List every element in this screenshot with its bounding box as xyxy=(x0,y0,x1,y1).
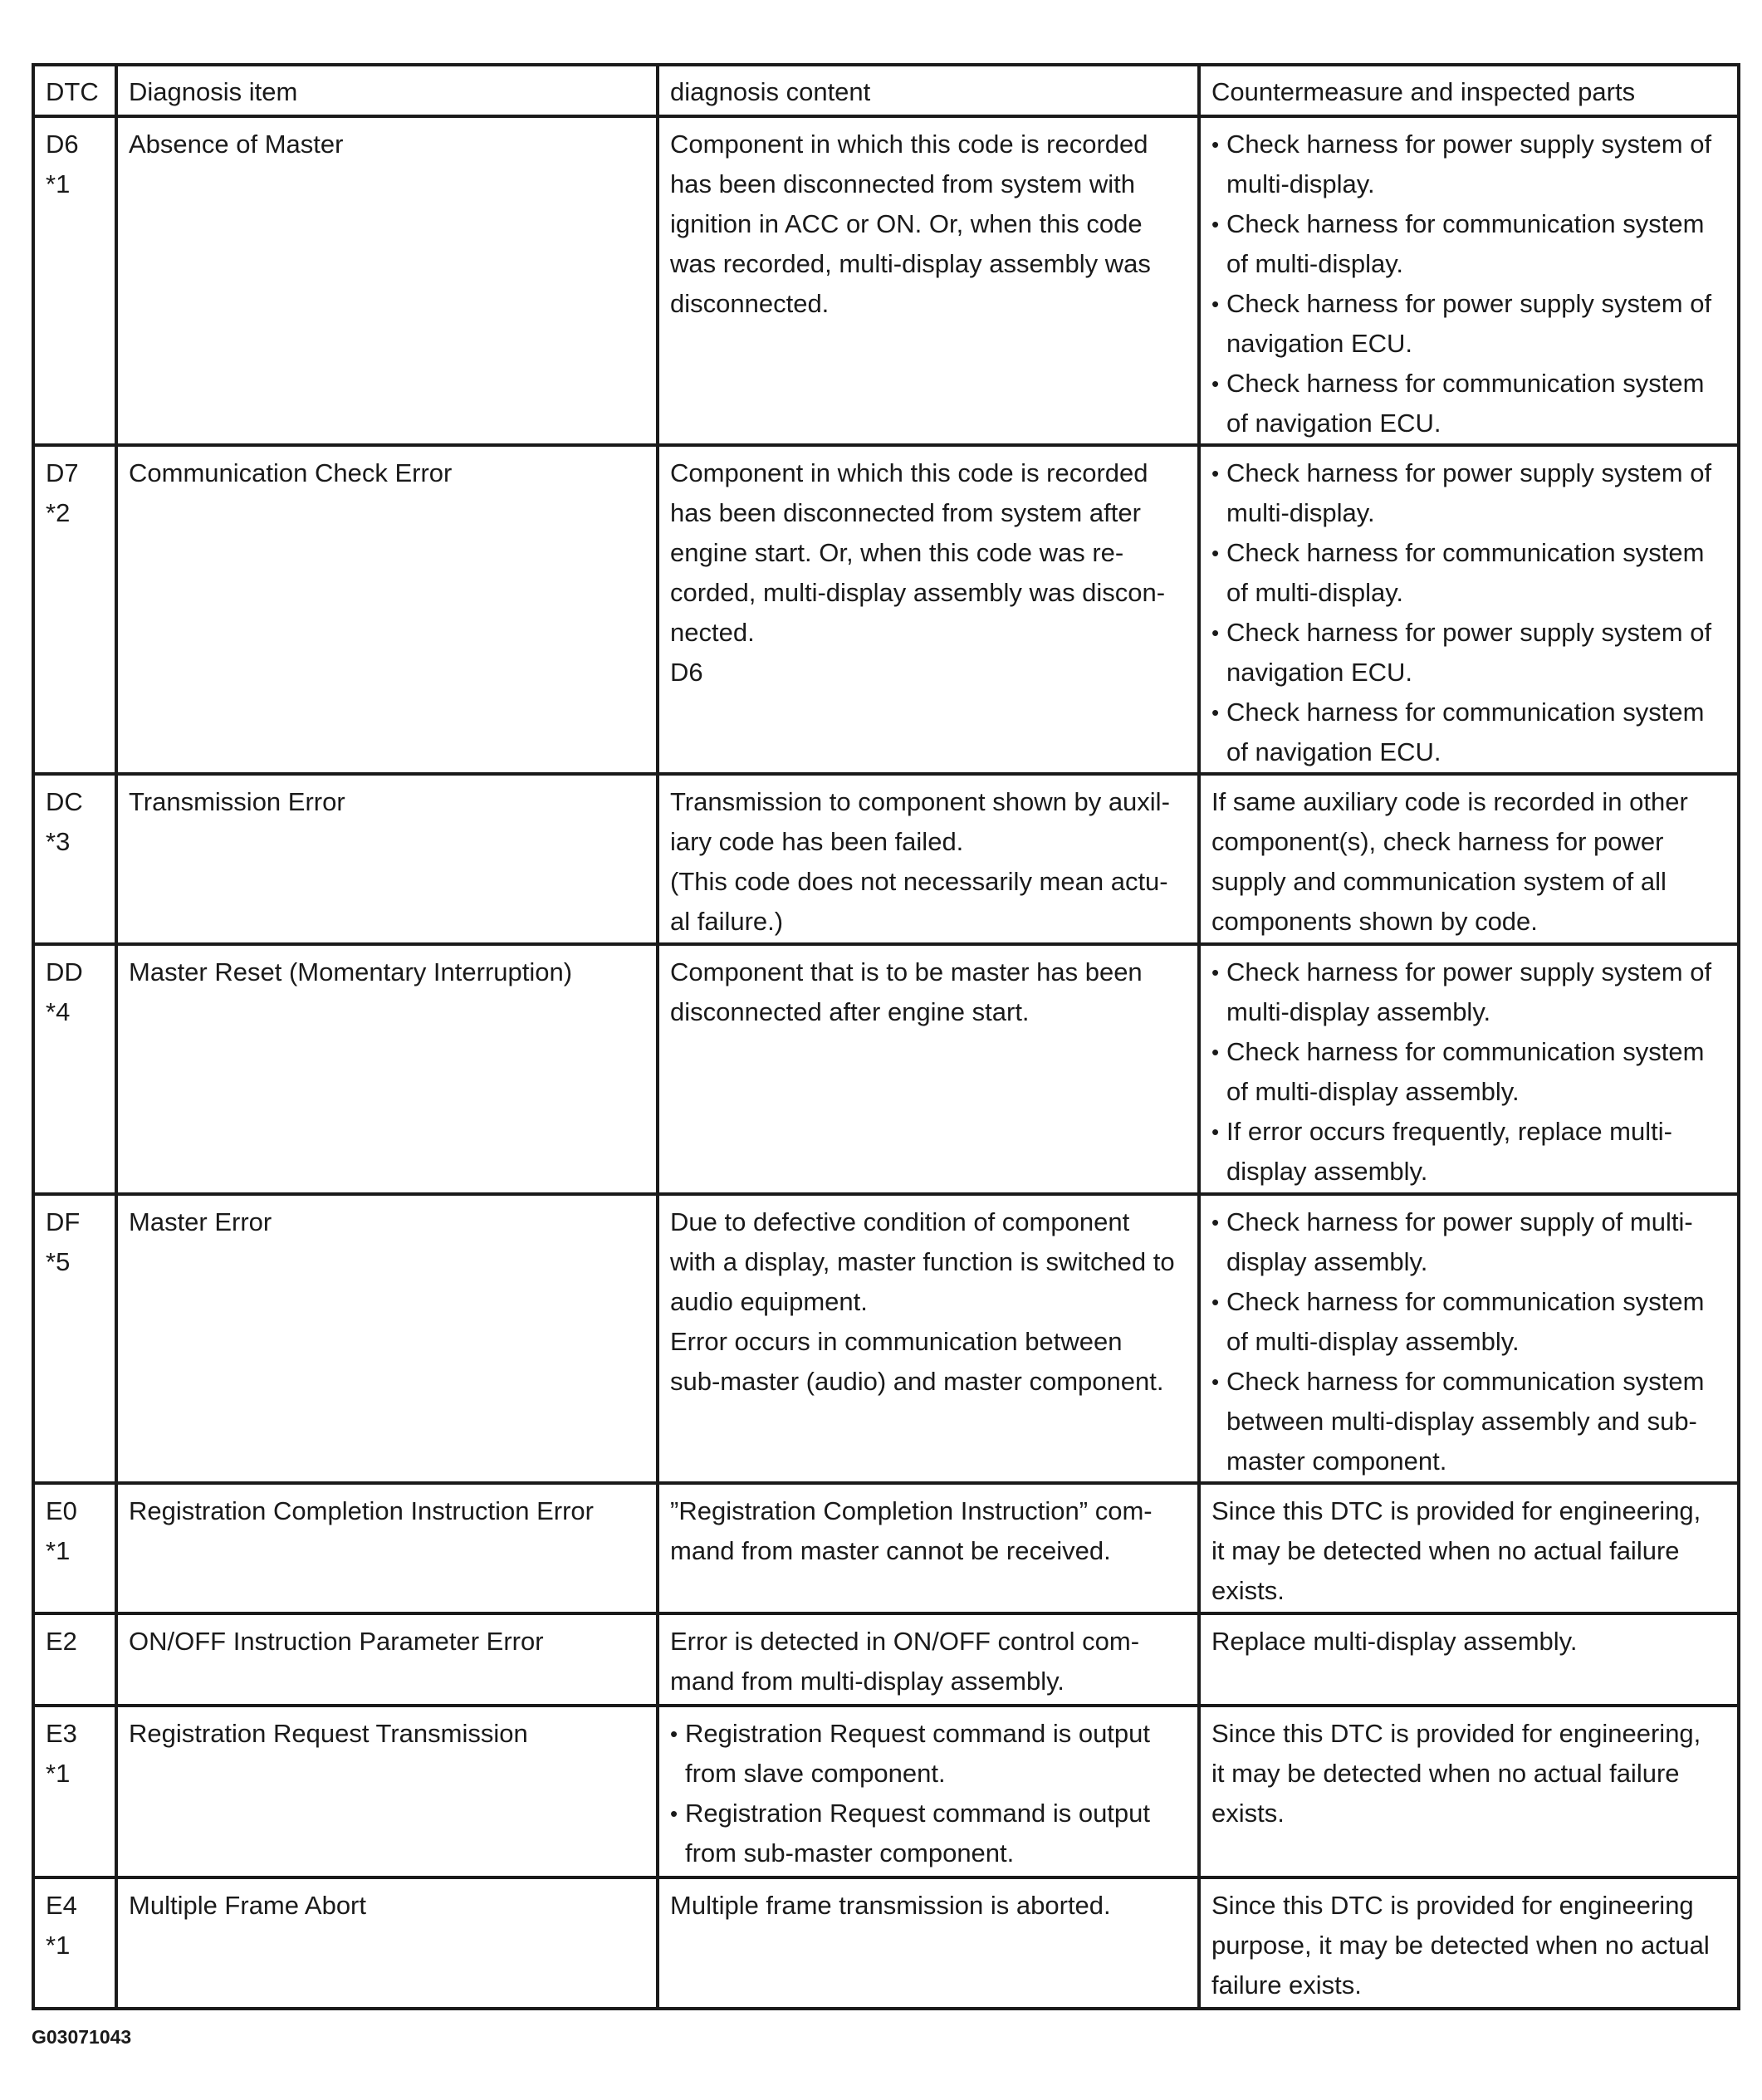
bullet-item xyxy=(670,1714,1189,1794)
diagnosis-content-cell xyxy=(658,774,1199,944)
dtc-code: D6 xyxy=(46,130,79,159)
dtc-code-cell xyxy=(33,1483,116,1613)
bullet-text: Check harness for communication system between multi-display assembly and sub-master component. xyxy=(1226,1367,1705,1476)
dtc-code: E3 xyxy=(46,1719,77,1748)
cell-line: Replace multi-display assembly. xyxy=(1211,1627,1578,1656)
bullet-item xyxy=(1211,453,1729,533)
dtc-footnote: *4 xyxy=(46,997,71,1026)
dtc-code-cell xyxy=(33,1706,116,1877)
diagnosis-item: Master Reset (Momentary Interruption) xyxy=(129,957,573,986)
cell-line: engine start. Or, when this code was re- xyxy=(670,538,1124,567)
table-row xyxy=(33,774,1739,944)
countermeasure-cell xyxy=(1199,944,1739,1194)
diagnosis-item: Master Error xyxy=(129,1207,272,1236)
bullet-list xyxy=(1211,125,1729,443)
diagnosis-item-cell xyxy=(116,116,658,445)
bullet-text: Check harness for power supply system of navigation ECU. xyxy=(1226,289,1712,358)
bullet-list xyxy=(670,1714,1189,1873)
bullet-dot: • xyxy=(1211,1369,1220,1394)
diagnosis-content-cell xyxy=(658,1194,1199,1483)
bullet-item xyxy=(1211,284,1729,364)
dtc-code-cell xyxy=(33,1613,116,1706)
bullet-text: Check harness for communication system of multi-display. xyxy=(1226,538,1705,607)
bullet-text: Check harness for power supply system of multi-display assembly. xyxy=(1226,957,1712,1026)
bullet-text: Check harness for communication system of navigation ECU. xyxy=(1226,369,1705,438)
diagnosis-item: Transmission Error xyxy=(129,787,345,816)
header-dtc: DTC xyxy=(33,65,116,116)
dtc-code: DF xyxy=(46,1207,81,1236)
dtc-code-cell xyxy=(33,774,116,944)
diagnosis-content-cell xyxy=(658,944,1199,1194)
header-countermeasure: Countermeasure and inspected parts xyxy=(1199,65,1739,116)
cell-line: corded, multi-display assembly was discon- xyxy=(670,578,1166,607)
table-row xyxy=(33,445,1739,774)
cell-line: purpose, it may be detected when no actual xyxy=(1211,1931,1710,1960)
bullet-text: Check harness for power supply system of navigation ECU. xyxy=(1226,618,1712,687)
bullet-text: Check harness for communication system of multi-display assembly. xyxy=(1226,1287,1705,1356)
dtc-footnote: *1 xyxy=(46,1931,71,1960)
table-row xyxy=(33,1194,1739,1483)
cell-line: disconnected. xyxy=(670,289,830,318)
dtc-footnote: *5 xyxy=(46,1247,71,1276)
cell-line: audio equipment. xyxy=(670,1287,868,1316)
cell-line: it may be detected when no actual failure xyxy=(1211,1536,1680,1565)
bullet-dot: • xyxy=(670,1721,678,1746)
diagnosis-item: Multiple Frame Abort xyxy=(129,1891,366,1920)
bullet-dot: • xyxy=(1211,461,1220,486)
bullet-item xyxy=(1211,1202,1729,1282)
bullet-text: Check harness for power supply system of multi-display. xyxy=(1226,130,1712,198)
cell-line: ”Registration Completion Instruction” com- xyxy=(670,1496,1153,1525)
cell-line: has been disconnected from system after xyxy=(670,498,1141,527)
bullet-list xyxy=(1211,453,1729,772)
countermeasure-cell xyxy=(1199,1613,1739,1706)
dtc-code: DD xyxy=(46,957,83,986)
diagnosis-content-cell xyxy=(658,1877,1199,2009)
bullet-dot: • xyxy=(1211,212,1220,237)
cell-line: (This code does not necessarily mean actu- xyxy=(670,867,1168,896)
diagnosis-item-cell xyxy=(116,445,658,774)
cell-line: Due to defective condition of component xyxy=(670,1207,1130,1236)
diagnosis-item: Absence of Master xyxy=(129,130,344,159)
bullet-item xyxy=(1211,364,1729,443)
bullet-text: Check harness for communication system of multi-display assembly. xyxy=(1226,1037,1705,1106)
cell-line: exists. xyxy=(1211,1576,1285,1605)
cell-line: Since this DTC is provided for engineering xyxy=(1211,1891,1694,1920)
figure-id: G03071043 xyxy=(32,2026,132,2048)
diagnosis-item-cell xyxy=(116,1877,658,2009)
bullet-dot: • xyxy=(1211,620,1220,645)
dtc-code-cell xyxy=(33,1877,116,2009)
diagnosis-content-cell xyxy=(658,1483,1199,1613)
cell-line: with a display, master function is switched to xyxy=(670,1247,1175,1276)
dtc-code: E0 xyxy=(46,1496,77,1525)
diagnosis-item-cell xyxy=(116,774,658,944)
cell-line: exists. xyxy=(1211,1799,1285,1828)
dtc-code-cell xyxy=(33,944,116,1194)
cell-line: Since this DTC is provided for engineering, xyxy=(1211,1719,1701,1748)
diagnosis-item: ON/OFF Instruction Parameter Error xyxy=(129,1627,544,1656)
diagnosis-item-cell xyxy=(116,944,658,1194)
cell-line: Multiple frame transmission is aborted. xyxy=(670,1891,1111,1920)
bullet-dot: • xyxy=(670,1801,678,1826)
diagnosis-item-cell xyxy=(116,1613,658,1706)
bullet-list xyxy=(1211,952,1729,1192)
cell-line: was recorded, multi-display assembly was xyxy=(670,249,1151,278)
table-row xyxy=(33,1613,1739,1706)
bullet-text: Registration Request command is output from sub-master component. xyxy=(685,1799,1151,1867)
bullet-text: Check harness for power supply system of multi-display. xyxy=(1226,458,1712,527)
dtc-code: DC xyxy=(46,787,83,816)
cell-line: failure exists. xyxy=(1211,1970,1362,2000)
bullet-item xyxy=(1211,204,1729,284)
header-diagnosis-item: Diagnosis item xyxy=(116,65,658,116)
bullet-dot: • xyxy=(1211,700,1220,725)
cell-line: mand from multi-display assembly. xyxy=(670,1667,1065,1696)
bullet-item xyxy=(1211,125,1729,204)
bullet-dot: • xyxy=(1211,541,1220,565)
diagnosis-item-cell xyxy=(116,1483,658,1613)
cell-line: supply and communication system of all xyxy=(1211,867,1667,896)
table-row xyxy=(33,1483,1739,1613)
cell-line: Component in which this code is recorded xyxy=(670,130,1148,159)
bullet-dot: • xyxy=(1211,132,1220,157)
countermeasure-cell xyxy=(1199,445,1739,774)
table-row xyxy=(33,116,1739,445)
countermeasure-cell xyxy=(1199,1483,1739,1613)
bullet-dot: • xyxy=(1211,1040,1220,1065)
countermeasure-cell xyxy=(1199,1877,1739,2009)
bullet-dot: • xyxy=(1211,1290,1220,1314)
table-header-row xyxy=(33,65,1739,116)
bullet-item xyxy=(1211,1282,1729,1362)
bullet-item xyxy=(1211,1032,1729,1112)
diagnosis-item-cell xyxy=(116,1194,658,1483)
cell-line: iary code has been failed. xyxy=(670,827,964,856)
countermeasure-cell xyxy=(1199,1706,1739,1877)
dtc-footnote: *2 xyxy=(46,498,71,527)
dtc-footnote: *1 xyxy=(46,169,71,198)
table-row xyxy=(33,944,1739,1194)
dtc-footnote: *1 xyxy=(46,1759,71,1788)
dtc-code-cell xyxy=(33,1194,116,1483)
cell-line: it may be detected when no actual failure xyxy=(1211,1759,1680,1788)
bullet-dot: • xyxy=(1211,960,1220,985)
diagnosis-item: Communication Check Error xyxy=(129,458,453,487)
table-row xyxy=(33,1706,1739,1877)
bullet-dot: • xyxy=(1211,1119,1220,1144)
diagnosis-content-cell xyxy=(658,445,1199,774)
cell-line: disconnected after engine start. xyxy=(670,997,1030,1026)
bullet-item xyxy=(1211,613,1729,693)
bullet-list xyxy=(1211,1202,1729,1481)
cell-line: Error occurs in communication between xyxy=(670,1327,1123,1356)
cell-line: mand from master cannot be received. xyxy=(670,1536,1111,1565)
bullet-text: Check harness for communication system of multi-display. xyxy=(1226,209,1705,278)
cell-line: D6 xyxy=(670,658,703,687)
bullet-item xyxy=(1211,952,1729,1032)
dtc-code: D7 xyxy=(46,458,79,487)
diagnosis-item-cell xyxy=(116,1706,658,1877)
dtc-code: E2 xyxy=(46,1627,77,1656)
bullet-dot: • xyxy=(1211,291,1220,316)
table-row xyxy=(33,1877,1739,2009)
dtc-code-cell xyxy=(33,445,116,774)
bullet-dot: • xyxy=(1211,371,1220,396)
diagnosis-content-cell xyxy=(658,116,1199,445)
header-diagnosis-content: diagnosis content xyxy=(658,65,1199,116)
bullet-item xyxy=(1211,693,1729,772)
bullet-item xyxy=(1211,533,1729,613)
bullet-item xyxy=(1211,1362,1729,1481)
cell-line: If same auxiliary code is recorded in other xyxy=(1211,787,1688,816)
dtc-code: E4 xyxy=(46,1891,77,1920)
bullet-dot: • xyxy=(1211,1210,1220,1235)
cell-line: has been disconnected from system with xyxy=(670,169,1135,198)
bullet-item xyxy=(1211,1112,1729,1192)
cell-line: component(s), check harness for power xyxy=(1211,827,1664,856)
diagnosis-content-cell xyxy=(658,1706,1199,1877)
cell-line: components shown by code. xyxy=(1211,907,1538,936)
cell-line: nected. xyxy=(670,618,755,647)
cell-line: al failure.) xyxy=(670,907,784,936)
cell-line: Error is detected in ON/OFF control com- xyxy=(670,1627,1140,1656)
bullet-text: Registration Request command is output from slave component. xyxy=(685,1719,1151,1788)
bullet-text: Check harness for power supply of multi-display assembly. xyxy=(1226,1207,1693,1276)
bullet-text: Check harness for communication system of navigation ECU. xyxy=(1226,698,1705,766)
dtc-table xyxy=(32,63,1740,2010)
bullet-item xyxy=(670,1794,1189,1873)
cell-line: Component that is to be master has been xyxy=(670,957,1143,986)
countermeasure-cell xyxy=(1199,116,1739,445)
cell-line: sub-master (audio) and master component. xyxy=(670,1367,1164,1396)
cell-line: Transmission to component shown by auxil- xyxy=(670,787,1170,816)
bullet-text: If error occurs frequently, replace multi-display assembly. xyxy=(1226,1117,1672,1186)
dtc-footnote: *1 xyxy=(46,1536,71,1565)
countermeasure-cell xyxy=(1199,774,1739,944)
dtc-footnote: *3 xyxy=(46,827,71,856)
diagnosis-content-cell xyxy=(658,1613,1199,1706)
cell-line: Since this DTC is provided for engineering, xyxy=(1211,1496,1701,1525)
cell-line: Component in which this code is recorded xyxy=(670,458,1148,487)
cell-line: ignition in ACC or ON. Or, when this code xyxy=(670,209,1143,238)
countermeasure-cell xyxy=(1199,1194,1739,1483)
dtc-code-cell xyxy=(33,116,116,445)
diagnosis-item: Registration Request Transmission xyxy=(129,1719,528,1748)
diagnosis-item: Registration Completion Instruction Error xyxy=(129,1496,594,1525)
